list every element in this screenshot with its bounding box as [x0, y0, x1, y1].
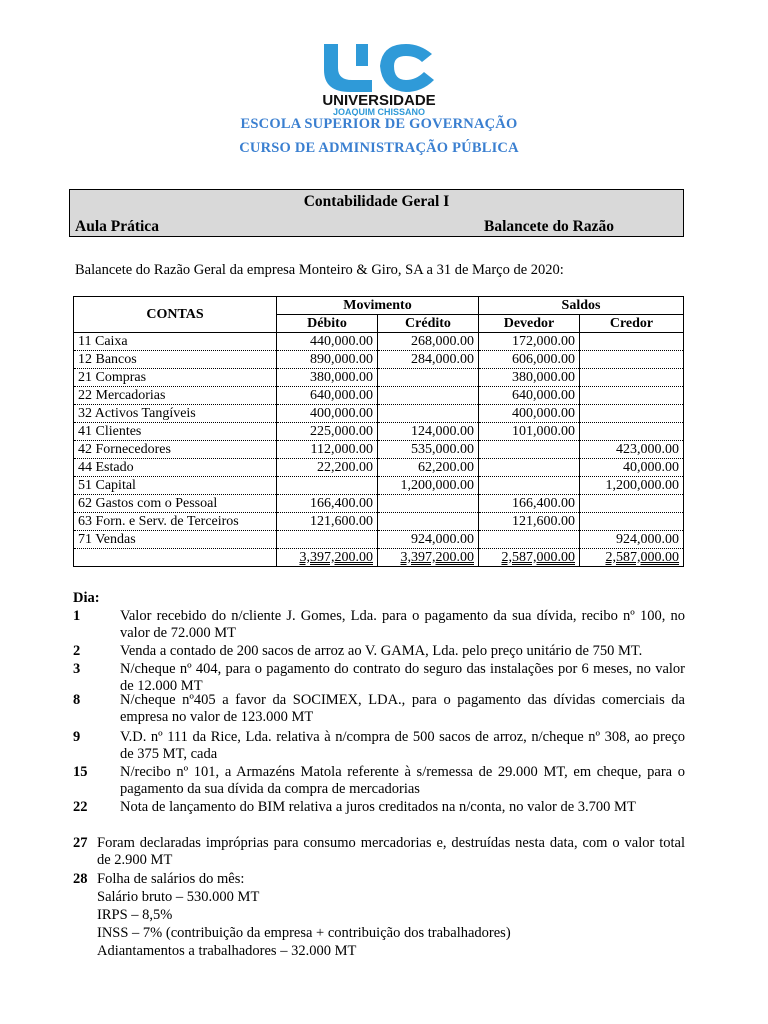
item-text: Nota de lançamento do BIM relativa a juros creditados na n/conta, no valor de 3.700 MT — [120, 799, 636, 815]
intro-text: Balancete do Razão Geral da empresa Monteiro & Giro, SA a 31 de Março de 2020: — [75, 262, 564, 278]
cell-credito: 284,000.00 — [378, 351, 479, 369]
cell-conta: 42 Fornecedores — [74, 441, 277, 459]
header-movimento: Movimento — [277, 297, 479, 315]
cell-credito: 268,000.00 — [378, 333, 479, 351]
table-row — [74, 369, 684, 387]
item-text: Folha de salários do mês: — [97, 871, 245, 887]
item-day: 9 — [73, 729, 81, 745]
item-day: 27 — [73, 835, 88, 851]
cell-conta: 22 Mercadorias — [74, 387, 277, 405]
cell-credito: 124,000.00 — [378, 423, 479, 441]
cell-credito — [378, 405, 479, 423]
total-debito: 3,397,200.00 — [277, 549, 378, 567]
table-row — [74, 531, 684, 549]
cell-credor: 423,000.00 — [580, 441, 684, 459]
cell-devedor: 400,000.00 — [479, 405, 580, 423]
cell-credor: 40,000.00 — [580, 459, 684, 477]
item-day: 15 — [73, 764, 88, 780]
list-item — [73, 692, 685, 726]
cell-debito: 112,000.00 — [277, 441, 378, 459]
topic: Balancete do Razão — [484, 218, 615, 235]
item-text: Venda a contado de 200 sacos de arroz ao V. GAMA, Lda. pelo preço unitário de 750 MT. — [120, 643, 643, 659]
cell-debito: 400,000.00 — [277, 405, 378, 423]
cell-conta: 21 Compras — [74, 369, 277, 387]
cell-debito: 22,200.00 — [277, 459, 378, 477]
table-row — [74, 459, 684, 477]
item-day: 3 — [73, 661, 81, 677]
cell-conta: 41 Clientes — [74, 423, 277, 441]
cell-debito: 440,000.00 — [277, 333, 378, 351]
cell-devedor: 101,000.00 — [479, 423, 580, 441]
cell-devedor — [479, 441, 580, 459]
list-item — [73, 799, 685, 816]
list-item — [73, 643, 685, 660]
list-item — [73, 835, 685, 869]
item-day: 1 — [73, 608, 81, 624]
cell-debito: 166,400.00 — [277, 495, 378, 513]
header-contas: CONTAS — [74, 297, 277, 333]
logo-sub-text: JOAQUIM CHISSANO — [332, 107, 426, 116]
cell-credor — [580, 495, 684, 513]
table-row — [74, 477, 684, 495]
table-row — [74, 387, 684, 405]
cell-credor — [580, 405, 684, 423]
title-box — [69, 189, 684, 237]
cell-credor: 1,200,000.00 — [580, 477, 684, 495]
cell-credito — [378, 495, 479, 513]
cell-debito — [277, 531, 378, 549]
list-item — [73, 764, 685, 798]
cell-credor — [580, 351, 684, 369]
cell-debito: 890,000.00 — [277, 351, 378, 369]
cell-devedor — [479, 459, 580, 477]
list-item — [73, 661, 685, 695]
list-item — [73, 608, 685, 642]
cell-credito: 535,000.00 — [378, 441, 479, 459]
list-item — [73, 871, 685, 888]
cell-conta: 11 Caixa — [74, 333, 277, 351]
cell-devedor: 166,400.00 — [479, 495, 580, 513]
item-text: Valor recebido do n/cliente J. Gomes, Lda. para o pagamento da sua dívida, recibo nº 100, no valor de 72.000 MT — [120, 608, 685, 641]
cell-credor — [580, 387, 684, 405]
table-row — [74, 423, 684, 441]
course-name: CURSO DE ADMINISTRAÇÃO PÚBLICA — [239, 140, 519, 156]
session-type: Aula Prática — [75, 218, 159, 235]
table-row — [74, 333, 684, 351]
cell-credito — [378, 369, 479, 387]
cell-conta: 63 Forn. e Serv. de Terceiros — [74, 513, 277, 531]
cell-devedor: 606,000.00 — [479, 351, 580, 369]
item-text: N/recibo nº 101, a Armazéns Matola referente à s/remessa de 29.000 MT, em cheque, para o pagamento da sua dívida da compra de mercadorias — [120, 764, 685, 797]
cell-credito — [378, 387, 479, 405]
cell-conta: 12 Bancos — [74, 351, 277, 369]
item-text: N/cheque nº 404, para o pagamento do contrato do seguro das instalações por 6 meses, no valor de 12.000 MT — [120, 661, 685, 694]
cell-credor — [580, 513, 684, 531]
header-saldos: Saldos — [479, 297, 684, 315]
cell-credito — [378, 513, 479, 531]
cell-debito: 640,000.00 — [277, 387, 378, 405]
payroll-line: IRPS – 8,5% — [97, 907, 173, 923]
header-devedor: Devedor — [479, 315, 580, 333]
cell-debito: 225,000.00 — [277, 423, 378, 441]
cell-devedor: 172,000.00 — [479, 333, 580, 351]
dia-label: Dia: — [73, 590, 100, 606]
table-row — [74, 405, 684, 423]
item-text: Foram declaradas impróprias para consumo mercadorias e, destruídas nesta data, com o valor total de 2.900 MT — [97, 835, 685, 868]
cell-debito: 380,000.00 — [277, 369, 378, 387]
item-day: 22 — [73, 799, 88, 815]
table-row — [74, 351, 684, 369]
item-day: 28 — [73, 871, 88, 887]
item-text: N/cheque nº405 a favor da SOCIMEX, LDA., para o pagamento das dívidas comerciais da empresa no valor de 123.000 MT — [120, 692, 685, 725]
total-credito: 3,397,200.00 — [378, 549, 479, 567]
header-credor: Credor — [580, 315, 684, 333]
payroll-line: Salário bruto – 530.000 MT — [97, 889, 260, 905]
table-row — [74, 441, 684, 459]
cell-devedor — [479, 531, 580, 549]
cell-credor: 924,000.00 — [580, 531, 684, 549]
item-text: V.D. nº 111 da Rice, Lda. relativa à n/compra de 500 sacos de arroz, n/cheque nº 308, ao preço de 375 MT, cada — [120, 729, 685, 762]
total-devedor: 2,587,000.00 — [479, 549, 580, 567]
cell-conta: 71 Vendas — [74, 531, 277, 549]
item-day: 2 — [73, 643, 81, 659]
cell-debito: 121,600.00 — [277, 513, 378, 531]
university-logo — [312, 40, 446, 116]
cell-credito: 924,000.00 — [378, 531, 479, 549]
payroll-line: INSS – 7% (contribuição da empresa + contribuição dos trabalhadores) — [97, 925, 511, 941]
item-day: 8 — [73, 692, 81, 708]
cell-credor — [580, 423, 684, 441]
cell-conta: 51 Capital — [74, 477, 277, 495]
cell-conta: 44 Estado — [74, 459, 277, 477]
header-debito: Débito — [277, 315, 378, 333]
cell-conta: 32 Activos Tangíveis — [74, 405, 277, 423]
school-name: ESCOLA SUPERIOR DE GOVERNAÇÃO — [240, 116, 518, 132]
cell-devedor: 121,600.00 — [479, 513, 580, 531]
cell-credor — [580, 369, 684, 387]
table-row — [74, 495, 684, 513]
cell-devedor: 640,000.00 — [479, 387, 580, 405]
cell-empty — [74, 549, 277, 567]
cell-credito: 62,200.00 — [378, 459, 479, 477]
cell-conta: 62 Gastos com o Pessoal — [74, 495, 277, 513]
subject-title: Contabilidade Geral I — [303, 193, 450, 210]
cell-devedor — [479, 477, 580, 495]
cell-credito: 1,200,000.00 — [378, 477, 479, 495]
logo-main-text: UNIVERSIDADE — [322, 92, 436, 109]
cell-credor — [580, 333, 684, 351]
total-credor: 2,587,000.00 — [580, 549, 684, 567]
header-credito: Crédito — [378, 315, 479, 333]
trial-balance-table — [73, 296, 684, 567]
table-row — [74, 513, 684, 531]
payroll-line: Adiantamentos a trabalhadores – 32.000 MT — [97, 943, 357, 959]
cell-debito — [277, 477, 378, 495]
totals-row — [74, 549, 684, 567]
list-item — [73, 729, 685, 763]
cell-devedor: 380,000.00 — [479, 369, 580, 387]
